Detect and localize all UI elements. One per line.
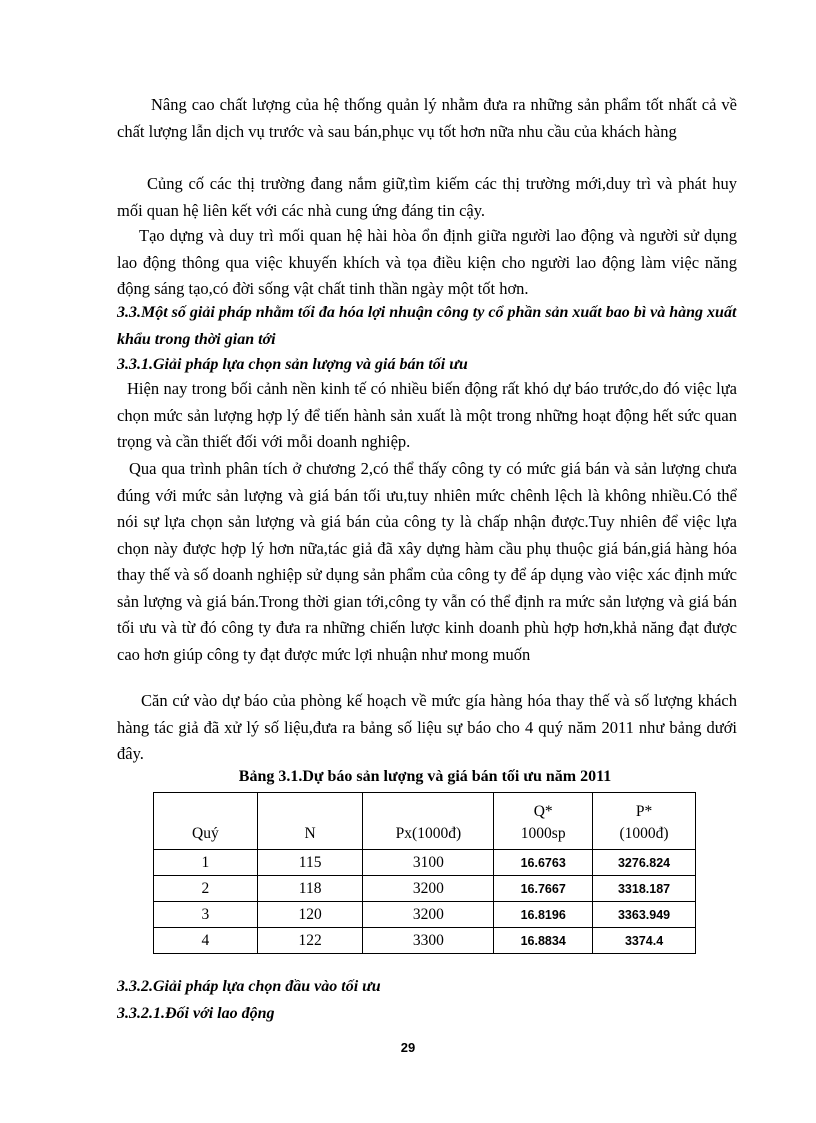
header-q-top: Q* — [533, 803, 553, 820]
cell-q: 16.8834 — [494, 928, 593, 954]
cell-n: 122 — [257, 928, 363, 954]
header-q — [494, 793, 593, 850]
cell-px: 3200 — [363, 876, 494, 902]
cell-px: 3100 — [363, 850, 494, 876]
cell-px: 3200 — [363, 902, 494, 928]
heading-3-3: 3.3.Một số giải pháp nhằm tối đa hóa lợi nhuận công ty cổ phần sản xuất bao bì và hàng xuất khẩu trong thời gian tới — [117, 304, 737, 348]
table-row — [154, 928, 696, 954]
cell-q: 16.7667 — [494, 876, 593, 902]
paragraph-forecast: Căn cứ vào dự báo của phòng kế hoạch về mức gía hàng hóa thay thế và số lượng khách hàng tác giả đã xử lý số liệu,đưa ra bảng số liệu sự báo cho 4 quý năm 2011 như bảng dưới đây. — [117, 691, 737, 763]
cell-n: 120 — [257, 902, 363, 928]
paragraph-labor-relations: Tạo dựng và duy trì mối quan hệ hài hòa ổn định giữa người lao động và người sử dụng lao động thông qua việc khuyến khích và tọa điều kiện cho người lao động làm việc năng động sáng tạo,có đời sống vật chất tinh thần ngày một tốt hơn. — [117, 226, 737, 298]
table-row — [154, 902, 696, 928]
paragraph-context: Hiện nay trong bối cảnh nền kinh tế có nhiều biến động rất khó dự báo trước,do đó việc lựa chọn mức sản lượng hợp lý để tiến hành sản xuất là một trong những hoạt động hết sức quan trọng và cần thiết đối với mỗi doanh nghiệp. — [117, 379, 737, 451]
header-quy: Quý — [154, 793, 258, 850]
cell-n: 115 — [257, 850, 363, 876]
heading-3-3-2: 3.3.2.Giải pháp lựa chọn đầu vào tối ưu — [117, 978, 381, 995]
header-p-top: P* — [635, 803, 653, 820]
cell-q: 16.8196 — [494, 902, 593, 928]
header-p-bottom: (1000đ) — [619, 825, 669, 842]
table-caption: Bảng 3.1.Dự báo sản lượng và giá bán tối ưu năm 2011 — [238, 768, 612, 785]
header-p — [593, 793, 696, 850]
heading-3-3-2-1: 3.3.2.1.Đối với lao động — [117, 1005, 275, 1022]
cell-n: 118 — [257, 876, 363, 902]
header-n: N — [257, 793, 363, 850]
forecast-table — [153, 792, 696, 954]
table-row — [154, 850, 696, 876]
cell-p: 3276.824 — [593, 850, 696, 876]
table-header-row — [154, 793, 696, 850]
cell-q: 16.6763 — [494, 850, 593, 876]
cell-p: 3363.949 — [593, 902, 696, 928]
cell-px: 3300 — [363, 928, 494, 954]
cell-quy: 4 — [154, 928, 258, 954]
cell-p: 3374.4 — [593, 928, 696, 954]
cell-p: 3318.187 — [593, 876, 696, 902]
header-px: Px(1000đ) — [363, 793, 494, 850]
header-q-bottom: 1000sp — [520, 825, 566, 842]
paragraph-analysis: Qua qua trình phân tích ở chương 2,có thể thấy công ty có mức giá bán và sản lượng chưa đúng với mức sản lượng và giá bán tối ưu,tuy nhiên mức chênh lệch là không nhiều.Có thể nói sự lựa chọn sản lượng và giá bán của công ty là chấp nhận được.Tuy nhiên để việc lựa chọn này được hợp lý hơn nữa,tác giả đã xây dựng hàm cầu phụ thuộc giá bán,giá hàng hóa thay thế và số doanh nghiệp sử dụng sản phẩm của công ty để áp dụng vào việc xác định mức sản lượng và giá bán.Trong thời gian tới,công ty vẫn có thể định ra mức sản lượng và giá bán tối ưu và từ đó công ty đưa ra những chiến lược kinh doanh phù hợp hơn,khả năng đạt được cao hơn giúp công ty đạt được mức lợi nhuận như mong muốn — [117, 459, 737, 664]
page-number: 29 — [400, 1040, 416, 1055]
cell-quy: 3 — [154, 902, 258, 928]
cell-quy: 1 — [154, 850, 258, 876]
cell-quy: 2 — [154, 876, 258, 902]
paragraph-quality: Nâng cao chất lượng của hệ thống quản lý nhằm đưa ra những sản phẩm tốt nhất cả về chất lượng lẫn dịch vụ trước và sau bán,phục vụ tốt hơn nữa nhu cầu của khách hàng — [117, 95, 737, 141]
table-row — [154, 876, 696, 902]
paragraph-markets: Củng cố các thị trường đang nắm giữ,tìm kiếm các thị trường mới,duy trì và phát huy mối quan hệ liên kết với các nhà cung ứng đáng tin cậy. — [117, 174, 737, 220]
heading-3-3-1: 3.3.1.Giải pháp lựa chọn sản lượng và giá bán tối ưu — [117, 356, 468, 373]
